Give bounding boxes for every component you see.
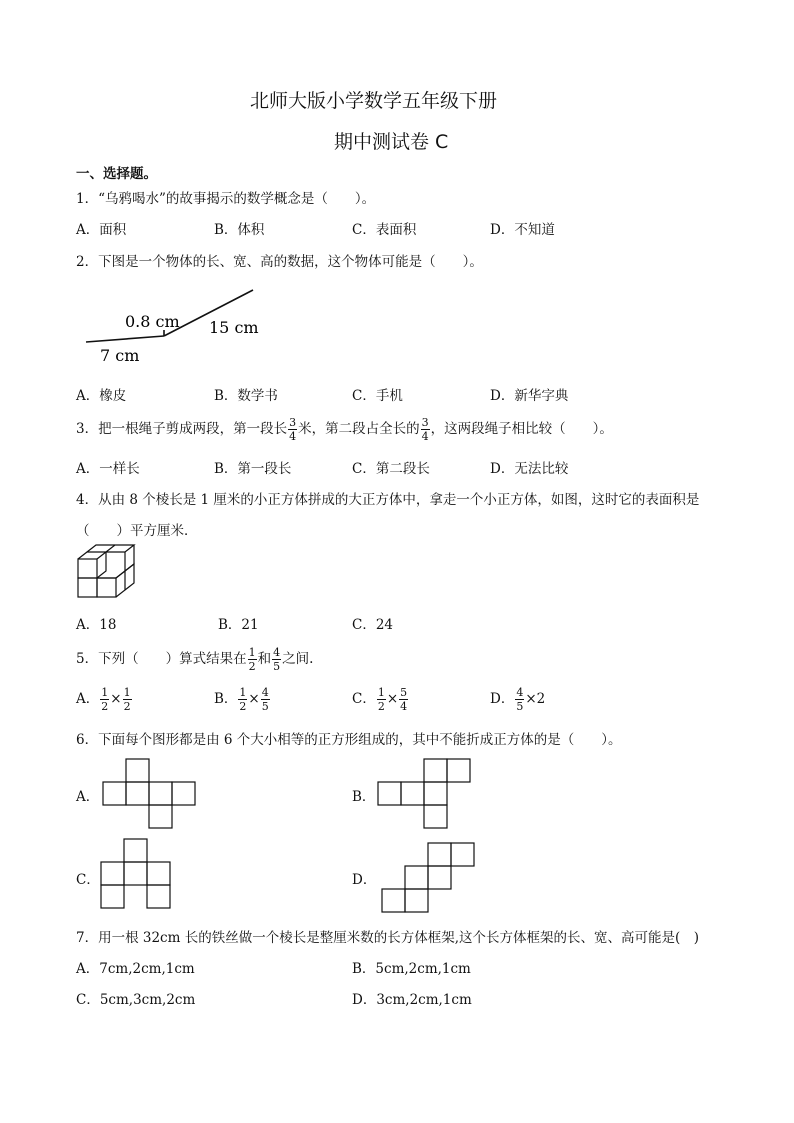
q1-option-a: A．面积 <box>76 222 127 238</box>
q3-text-a: 3．把一根绳子剪成两段，第一段长 <box>76 421 288 437</box>
q6-option-a-label: A． <box>76 789 100 805</box>
q5-text-b: 和 <box>257 651 272 667</box>
question-7-stem: 7．用一根 32cm 长的铁丝做一个棱长是整厘米数的长方体框架,这个长方体框架的长、宽、高可能是( ) <box>76 930 700 946</box>
q3-fraction-1: $\frac{3}{4}$ <box>289 416 297 443</box>
q3-option-a: A．一样长 <box>76 461 140 477</box>
q5-option-a: A． $\frac{1}{2}$ × $\frac{1}{2}$ <box>76 686 131 713</box>
q2-option-a: A．橡皮 <box>76 388 127 404</box>
q3-text-b: 米，第二段占全长的 <box>298 421 420 437</box>
q4-option-b: B．21 <box>218 617 259 633</box>
q3-option-c: C．第二段长 <box>352 461 430 477</box>
q3-option-d: D．无法比较 <box>490 461 569 477</box>
page-title: 北师大版小学数学五年级下册 <box>250 90 498 112</box>
q2-option-d: D．新华字典 <box>490 388 569 404</box>
section-heading: 一、选择题。 <box>76 166 157 182</box>
q5-option-b: B． $\frac{1}{2}$ × $\frac{4}{5}$ <box>214 686 269 713</box>
q3-option-b: B．第一段长 <box>214 461 292 477</box>
q5-text-a: 5．下列（ ）算式结果在 <box>76 651 247 667</box>
q7-option-c: C．5cm,3cm,2cm <box>76 992 196 1008</box>
q7-option-a: A．7cm,2cm,1cm <box>76 961 195 977</box>
q2-option-c: C．手机 <box>352 388 403 404</box>
question-1-stem: 1．“乌鸦喝水”的故事揭示的数学概念是（ ）。 <box>76 191 376 207</box>
q1-option-b: B．体积 <box>214 222 265 238</box>
q6-option-c-label: C． <box>76 872 100 888</box>
question-2-stem: 2．下图是一个物体的长、宽、高的数据，这个物体可能是（ ）。 <box>76 254 483 270</box>
q3-fraction-2: $\frac{3}{4}$ <box>421 416 429 443</box>
question-4-stem-line-2: （ ）平方厘米． <box>76 523 198 539</box>
question-6-stem: 6．下面每个图形都是由 6 个大小相等的正方形组成的，其中不能折成正方体的是（ ）。 <box>76 732 622 748</box>
page-subtitle: 期中测试卷 C <box>334 131 449 153</box>
q6-option-d-label: D． <box>352 872 377 888</box>
q1-option-c: C．表面积 <box>352 222 417 238</box>
q5-text-c: 之间. <box>282 651 314 667</box>
q4-option-c: C．24 <box>352 617 394 633</box>
q5-option-c: C． $\frac{1}{2}$ × $\frac{5}{4}$ <box>352 686 408 713</box>
q5-option-d: D． $\frac{4}{5}$ ×2 <box>490 686 546 713</box>
q7-option-b: B．5cm,2cm,1cm <box>352 961 471 977</box>
q2-option-b: B．数学书 <box>214 388 278 404</box>
width-label: 7 cm <box>100 346 140 365</box>
q3-text-c: ，这两段绳子相比较（ ）。 <box>430 421 613 437</box>
question-4-stem-line-1: 4．从由 8 个棱长是 1 厘米的小正方体拼成的大正方体中，拿走一个小正方体，如图，这时它的表面积是 <box>76 492 700 508</box>
q1-option-d: D．不知道 <box>490 222 555 238</box>
q5-fraction-2: $\frac{4}{5}$ <box>273 646 281 673</box>
length-label: 15 cm <box>209 318 259 337</box>
q7-option-d: D．3cm,2cm,1cm <box>352 992 472 1008</box>
q4-option-a: A．18 <box>76 617 117 633</box>
q6-option-b-label: B． <box>352 789 376 805</box>
q5-fraction-1: $\frac{1}{2}$ <box>248 646 256 673</box>
height-label: 0.8 cm <box>125 312 180 331</box>
